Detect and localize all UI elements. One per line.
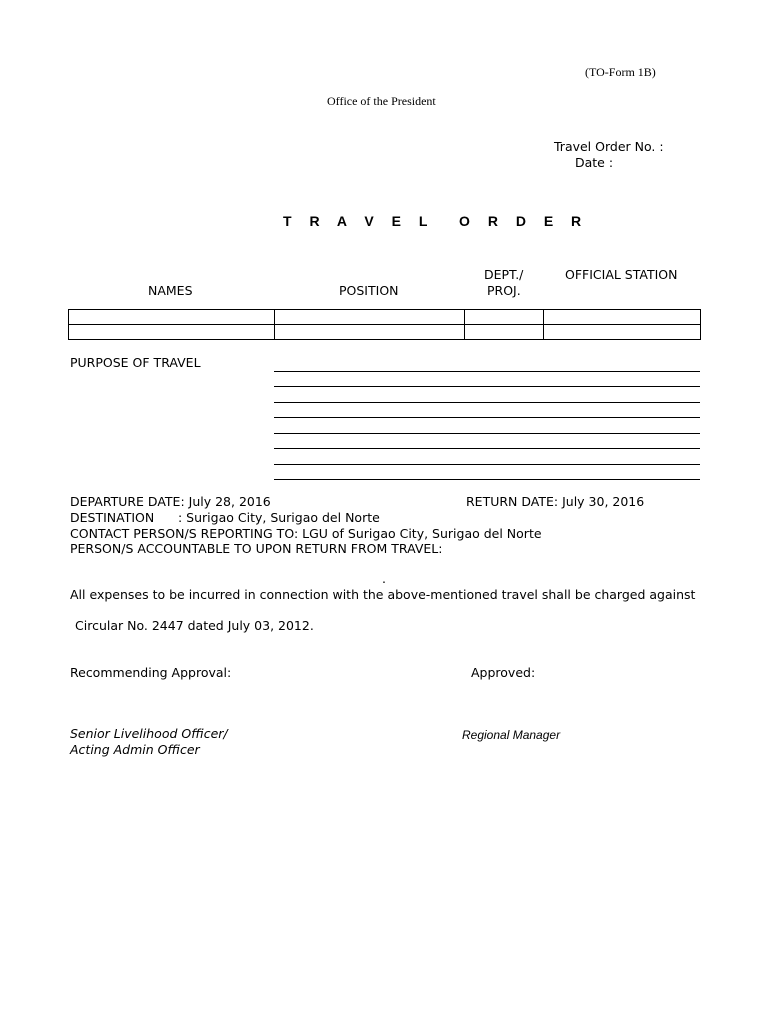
table-cell[interactable] bbox=[544, 310, 701, 325]
column-header-official-station: OFFICIAL STATION bbox=[565, 267, 678, 282]
dot-mark: . bbox=[382, 571, 386, 586]
expenses-statement: All expenses to be incurred in connection with the above-mentioned travel shall be charged against bbox=[70, 587, 696, 602]
form-code: (TO-Form 1B) bbox=[585, 65, 656, 79]
recommender-title-line-2: Acting Admin Officer bbox=[70, 742, 200, 757]
table-cell[interactable] bbox=[275, 325, 465, 340]
destination-value: : Surigao City, Surigao del Norte bbox=[178, 510, 380, 525]
purpose-label: PURPOSE OF TRAVEL bbox=[70, 355, 201, 370]
table-cell[interactable] bbox=[544, 325, 701, 340]
column-header-proj: PROJ. bbox=[487, 283, 521, 298]
purpose-line[interactable] bbox=[274, 417, 700, 418]
approver-title: Regional Manager bbox=[462, 728, 561, 742]
approved-label: Approved: bbox=[471, 665, 536, 680]
date-label: Date : bbox=[575, 155, 614, 170]
circular-reference: Circular No. 2447 dated July 03, 2012. bbox=[75, 618, 314, 633]
departure-date: DEPARTURE DATE: July 28, 2016 bbox=[70, 494, 271, 509]
accountable-person: PERSON/S ACCOUNTABLE TO UPON RETURN FROM TRAVEL: bbox=[70, 541, 443, 556]
column-header-dept: DEPT./ bbox=[484, 267, 524, 282]
recommender-title-line-1: Senior Livelihood Officer/ bbox=[70, 726, 228, 741]
table-cell[interactable] bbox=[275, 310, 465, 325]
title-word-order: O R D E R bbox=[459, 213, 589, 229]
table-cell[interactable] bbox=[465, 310, 544, 325]
table-cell[interactable] bbox=[465, 325, 544, 340]
purpose-line[interactable] bbox=[274, 386, 700, 387]
table-cell[interactable] bbox=[69, 325, 275, 340]
purpose-line[interactable] bbox=[274, 479, 700, 480]
table-cell[interactable] bbox=[69, 310, 275, 325]
column-header-names: NAMES bbox=[148, 283, 193, 298]
travel-order-no-label: Travel Order No. : bbox=[554, 139, 664, 154]
destination-label: DESTINATION bbox=[70, 510, 155, 525]
contact-person: CONTACT PERSON/S REPORTING TO: LGU of Surigao City, Surigao del Norte bbox=[70, 526, 542, 541]
table-row bbox=[69, 310, 701, 325]
purpose-line[interactable] bbox=[274, 448, 700, 449]
purpose-line[interactable] bbox=[274, 371, 700, 372]
purpose-line[interactable] bbox=[274, 464, 700, 465]
personnel-table bbox=[68, 309, 701, 340]
purpose-line[interactable] bbox=[274, 433, 700, 434]
office-name: Office of the President bbox=[327, 94, 436, 108]
recommending-approval-label: Recommending Approval: bbox=[70, 665, 232, 680]
document-title bbox=[283, 213, 588, 229]
title-word-travel: T R A V E L bbox=[283, 213, 435, 229]
return-date: RETURN DATE: July 30, 2016 bbox=[466, 494, 645, 509]
column-header-position: POSITION bbox=[339, 283, 399, 298]
purpose-line[interactable] bbox=[274, 402, 700, 403]
table-row bbox=[69, 325, 701, 340]
